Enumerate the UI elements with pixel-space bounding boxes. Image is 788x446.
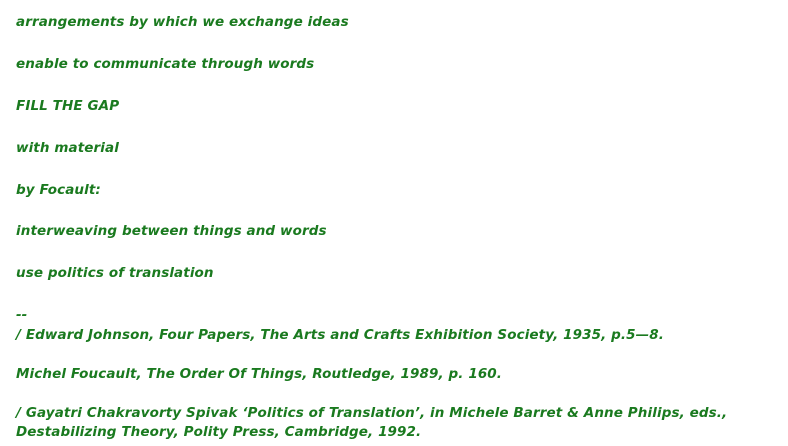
text-line-6: interweaving between things and words <box>16 223 327 240</box>
text-line-1: arrangements by which we exchange ideas <box>16 14 349 30</box>
reference-item-2: Michel Foucault, The Order Of Things, Routledge, 1989, p. 160. <box>16 365 503 382</box>
reference-item-1: / Edward Johnson, Four Papers, The Arts and Crafts Exhibition Society, 1935, p.5—8. <box>16 327 664 343</box>
text-line-7: use politics of translation <box>16 265 214 282</box>
text-line-2: enable to communicate through words <box>16 55 315 72</box>
reference-item-3: / Gayatri Chakravorty Spivak ‘Politics of Translation’, in Michele Barret & Anne Philips, eds., Destabilizing Theory, Polity Press, Cambridge, 1992. <box>16 404 728 440</box>
references-list <box>16 326 772 442</box>
text-line-4: with material <box>16 139 119 156</box>
text-line-5: by Focault: <box>16 181 101 198</box>
separator-dashes: -- <box>16 307 28 324</box>
text-line-3: FILL THE GAP <box>16 97 120 114</box>
